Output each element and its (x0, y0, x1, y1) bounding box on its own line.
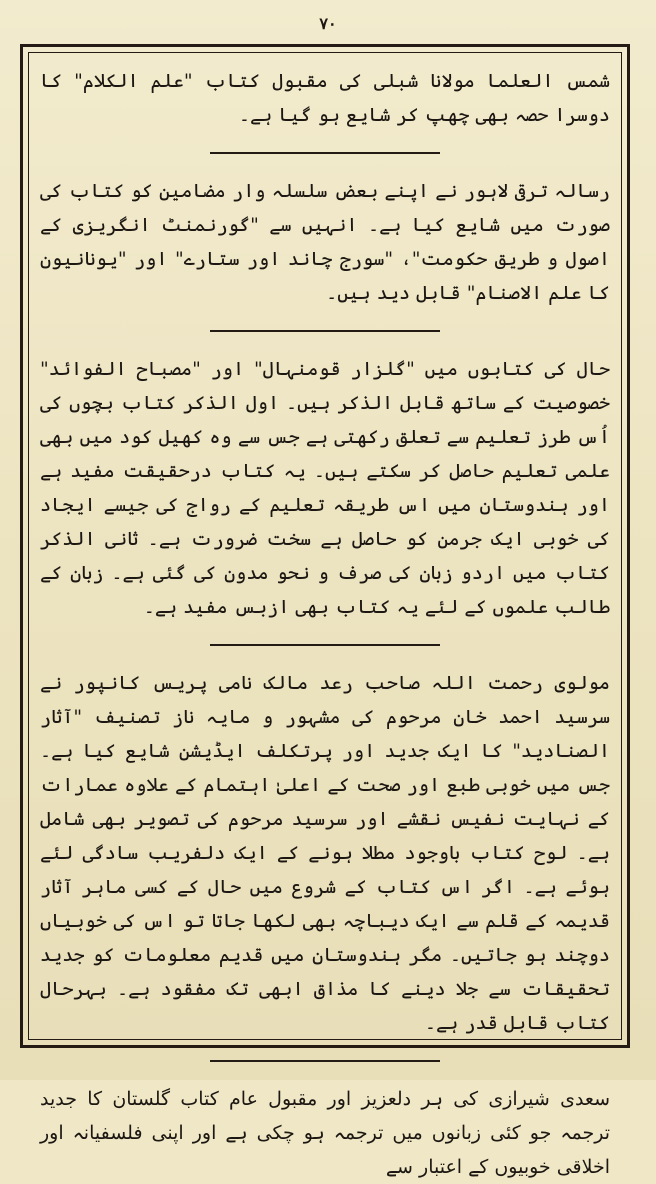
paragraph-text: سعدی شیرازی کی ہر دلعزیز اور مقبول عام کتاب گلستان کا جدید ترجمہ جو کئی زبانوں میں ترجمہ ہو چکی ہے اور اپنی فلسفیانہ اور اخلاقی خوبیوں کے اعتبار سے (40, 1088, 610, 1178)
section-divider (210, 330, 440, 332)
paragraph-text: رسالہ ترقی لاہور نے اپنے بعض سلسلہ وار مضامین کو کتاب کی صورت میں شایع کیا ہے۔ انہیں سے "گورنمنٹ انگریزی کے اصول و طریق حکومت"، "سورج چاند اور ستارے" اور "یونانیون کا علم الاصنام" قابل دید ہیں۔ (40, 180, 610, 304)
section-divider (210, 1060, 440, 1062)
paragraph-gulistan (40, 1082, 610, 1184)
paragraph-asar-us-sanadid (40, 666, 610, 1040)
paragraph-text: حال کی کتابوں میں "گلزار قومنہال" اور "مصباح الفوائد" خصوصیت کے ساتھ قابل الذکر ہیں۔ اول الذکر کتاب بچوں کی اُس طرز تعلیم سے تعلق رکھتی ہے جس سے وہ کھیل کود میں بھی علمی تعلیم حاصل کر سکتے ہیں۔ یہ کتاب درحقیقت مفید ہے اور ہندوستان میں اس طریقہ تعلیم کے رواج کی جیسے ایجاد کی خوبی ایک جرمن کو حاصل ہے سخت ضرورت ہے۔ ثانی الذکر کتاب میں اردو زبان کی صرف و نحو مدون کی گئی ہے۔ زبان کے طالب علموں کے لئے یہ کتاب بھی ازبس مفید ہے۔ (40, 358, 610, 618)
paragraph-text: شمس العلما مولانا شبلی کی مقبول کتاب "علم الکلام" کا دوسرا حصہ بھی چھپ کر شایع ہو گیا ہے۔ (40, 70, 610, 126)
page-number: ۷۰ (319, 14, 337, 33)
paragraph-recent-books (40, 352, 610, 624)
page-text (40, 60, 610, 1184)
paragraph-shibli-ilm-ul-kalam (40, 60, 610, 132)
section-divider (210, 644, 440, 646)
paragraph-risala-taraqqi (40, 174, 610, 310)
paragraph-text: مولوی رحمت اللہ صاحب رعد مالک نامی پریس کانپور نے سرسید احمد خان مرحوم کی مشہور و مایہ ناز تصنیف "آثار الصنادید" کا ایک جدید اور پرتکلف ایڈیشن شایع کیا ہے۔ جس میں خوبی طبع اور صحت کے اعلیٰ اہتمام کے علاوہ عمارات کے نہایت نفیس نقشے اور سرسید مرحوم کی تصویر بھی شامل ہے۔ لوح کتاب باوجود مطلا ہونے کے ایک دلفریب سادگی لئے ہوئے ہے۔ اگر اس کتاب کے شروع میں حال کے کسی ماہر آثار قدیمہ کے قلم سے ایک دیباچہ بھی لکھا جاتا تو اس کی خوبیاں دوچند ہو جاتیں۔ مگر ہندوستان میں قدیم معلومات کو جدید تحقیقات سے جلا دینے کا مذاق ابھی تک مفقود ہے۔ بہرحال کتاب قابل قدر ہے۔ (40, 672, 610, 1034)
section-divider (210, 152, 440, 154)
